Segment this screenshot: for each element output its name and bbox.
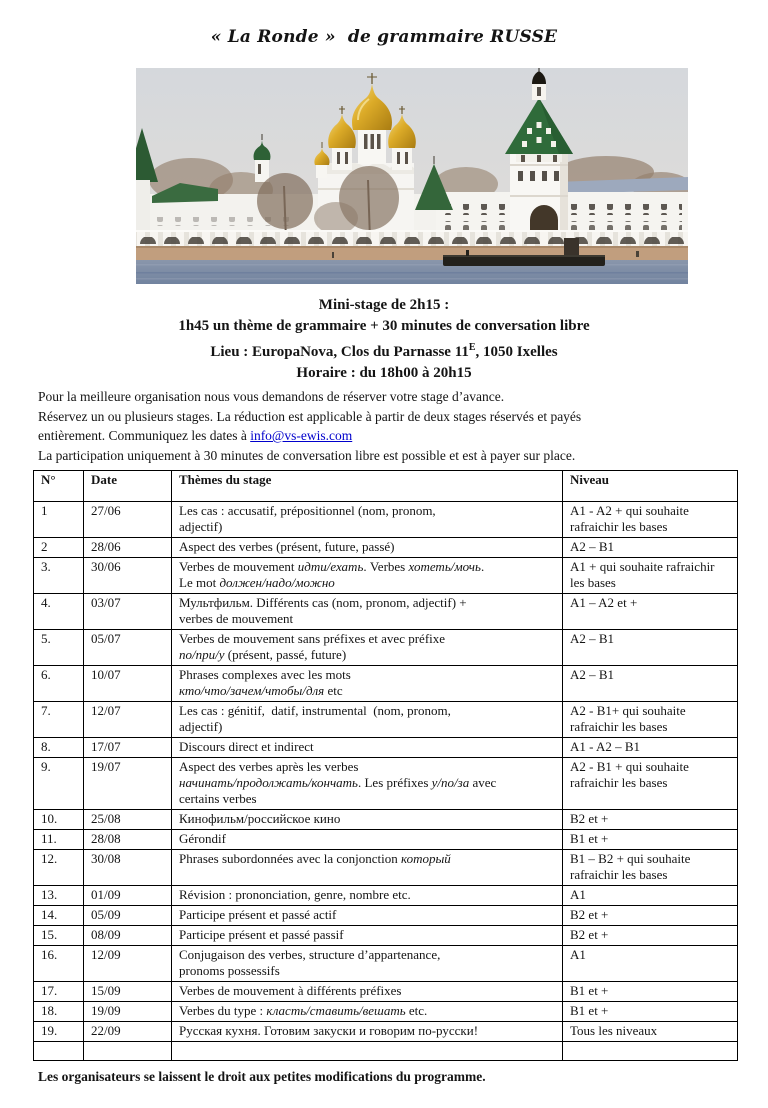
cell-date: 05/09	[84, 906, 172, 926]
cell-niveau: A1	[563, 946, 738, 982]
cell-date: 28/08	[84, 830, 172, 850]
cell-niveau	[563, 1042, 738, 1061]
cell-number: 17.	[34, 982, 84, 1002]
cell-theme: Русская кухня. Готовим закуски и говорим по-русски!	[172, 1022, 563, 1042]
stage-info-block	[0, 295, 768, 384]
info-location-text: Lieu : EuropaNova, Clos du Parnasse 11	[210, 344, 469, 360]
info-schedule: Horaire : du 18h00 à 20h15	[296, 365, 472, 381]
cell-theme: Participe présent et passé actif	[172, 906, 563, 926]
cell-niveau: A1 - A2 + qui souhaite rafraichir les bases	[563, 502, 738, 538]
table-row	[34, 558, 738, 594]
cell-number: 5.	[34, 630, 84, 666]
schedule-table	[33, 470, 738, 1061]
cell-number	[34, 1042, 84, 1061]
cell-number: 10.	[34, 810, 84, 830]
cell-niveau: B2 et +	[563, 810, 738, 830]
cell-number: 9.	[34, 758, 84, 810]
cell-number: 4.	[34, 594, 84, 630]
intro-line-2: Réservez un ou plusieurs stages. La réduction est applicable à partir de deux stages réservés et payés	[38, 408, 582, 424]
cell-date: 08/09	[84, 926, 172, 946]
cell-niveau: A2 - B1 + qui souhaite rafraichir les bases	[563, 758, 738, 810]
cell-number: 15.	[34, 926, 84, 946]
cell-number: 12.	[34, 850, 84, 886]
cell-date: 30/06	[84, 558, 172, 594]
cell-niveau: B1 et +	[563, 982, 738, 1002]
cell-theme: Verbes de mouvement à différents préfixes	[172, 982, 563, 1002]
cell-theme: Phrases complexes avec les mots кто/что/зачем/чтобы/для etc	[172, 666, 563, 702]
table-row	[34, 810, 738, 830]
cell-niveau: A2 – B1	[563, 538, 738, 558]
cell-niveau: B2 et +	[563, 906, 738, 926]
cell-date: 19/09	[84, 1002, 172, 1022]
cell-number: 1	[34, 502, 84, 538]
cell-theme	[172, 1042, 563, 1061]
cell-theme: Кинофильм/российское кино	[172, 810, 563, 830]
cell-number: 16.	[34, 946, 84, 982]
cell-date: 27/06	[84, 502, 172, 538]
cell-date: 12/07	[84, 702, 172, 738]
info-format: 1h45 un thème de grammaire + 30 minutes de conversation libre	[178, 318, 590, 334]
table-row	[34, 702, 738, 738]
info-duration: Mini-stage de 2h15 :	[318, 297, 450, 313]
cell-theme: Conjugaison des verbes, structure d’appartenance, pronoms possessifs	[172, 946, 563, 982]
cell-date: 15/09	[84, 982, 172, 1002]
cell-date: 10/07	[84, 666, 172, 702]
table-row	[34, 538, 738, 558]
table-row	[34, 946, 738, 982]
intro-line-1: Pour la meilleure organisation nous vous demandons de réserver votre stage d’avance.	[38, 389, 505, 404]
cell-number: 7.	[34, 702, 84, 738]
water	[136, 260, 688, 284]
header-date: Date	[84, 471, 172, 502]
cell-niveau: A2 – B1	[563, 630, 738, 666]
monastery-photo-illustration	[136, 68, 688, 284]
cell-date: 17/07	[84, 738, 172, 758]
cell-theme: Révision : prononciation, genre, nombre etc.	[172, 886, 563, 906]
cell-niveau: Tous les niveaux	[563, 1022, 738, 1042]
email-link[interactable]: info@vs-ewis.com	[250, 428, 353, 443]
info-location	[0, 337, 768, 363]
cell-date: 05/07	[84, 630, 172, 666]
monastery-photo	[136, 68, 688, 284]
cell-number: 18.	[34, 1002, 84, 1022]
table-row	[34, 666, 738, 702]
table-header-row	[34, 471, 738, 502]
table-row	[34, 502, 738, 538]
info-location-superscript: E	[468, 342, 476, 353]
cell-date: 25/08	[84, 810, 172, 830]
cell-number: 11.	[34, 830, 84, 850]
header-theme: Thèmes du stage	[172, 471, 563, 502]
cell-theme: Aspect des verbes après les verbes начинать/продолжать/кончать. Les préfixes у/по/за avec certains verbes	[172, 758, 563, 810]
table-row	[34, 906, 738, 926]
cell-date: 19/07	[84, 758, 172, 810]
cell-number: 13.	[34, 886, 84, 906]
cell-niveau: A1	[563, 886, 738, 906]
cell-number: 6.	[34, 666, 84, 702]
cell-date: 03/07	[84, 594, 172, 630]
table-row	[34, 1002, 738, 1022]
cell-theme: Les cas : génitif, datif, instrumental (nom, pronom, adjectif)	[172, 702, 563, 738]
info-location-postal: , 1050 Ixelles	[475, 344, 558, 360]
cell-date	[84, 1042, 172, 1061]
cell-number: 2	[34, 538, 84, 558]
header-niveau: Niveau	[563, 471, 738, 502]
cell-date: 30/08	[84, 850, 172, 886]
cell-niveau: B1 et +	[563, 830, 738, 850]
cell-theme: Participe présent et passé passif	[172, 926, 563, 946]
table-row	[34, 850, 738, 886]
cell-niveau: B2 et +	[563, 926, 738, 946]
cell-number: 14.	[34, 906, 84, 926]
footer-note: Les organisateurs se laissent le droit aux petites modifications du programme.	[38, 1069, 486, 1084]
cell-theme: Мультфильм. Différents cas (nom, pronom, adjectif) + verbes de mouvement	[172, 594, 563, 630]
intro-paragraph	[38, 387, 748, 465]
intro-line-3-text: entièrement. Communiquez les dates à	[38, 428, 251, 443]
cell-date: 22/09	[84, 1022, 172, 1042]
cell-theme: Verbes du type : класть/ставить/вешать etc.	[172, 1002, 563, 1022]
table-row	[34, 982, 738, 1002]
cell-theme: Verbes de mouvement идти/ехать. Verbes хотеть/мочь. Le mot должен/надо/можно	[172, 558, 563, 594]
waterfront	[136, 230, 688, 261]
page-title: « La Ronde » de grammaire RUSSE	[210, 27, 558, 47]
cell-theme: Phrases subordonnées avec la conjonction который	[172, 850, 563, 886]
cell-niveau: A1 – A2 et +	[563, 594, 738, 630]
table-row-empty	[34, 1042, 738, 1061]
cell-niveau: A1 + qui souhaite rafraichir les bases	[563, 558, 738, 594]
table-row	[34, 830, 738, 850]
cell-number: 8.	[34, 738, 84, 758]
intro-line-3	[38, 426, 748, 446]
cell-niveau: A2 – B1	[563, 666, 738, 702]
table-row	[34, 886, 738, 906]
cell-theme: Discours direct et indirect	[172, 738, 563, 758]
cell-niveau: B1 et +	[563, 1002, 738, 1022]
table-row	[34, 738, 738, 758]
cell-theme: Gérondif	[172, 830, 563, 850]
cell-niveau: A1 - A2 – B1	[563, 738, 738, 758]
cell-niveau: A2 - B1+ qui souhaite rafraichir les bases	[563, 702, 738, 738]
table-row	[34, 758, 738, 810]
cell-theme: Aspect des verbes (présent, future, passé)	[172, 538, 563, 558]
cell-theme: Verbes de mouvement sans préfixes et avec préfixe по/при/у (présent, passé, future)	[172, 630, 563, 666]
table-row	[34, 926, 738, 946]
cell-number: 3.	[34, 558, 84, 594]
cell-number: 19.	[34, 1022, 84, 1042]
cell-theme: Les cas : accusatif, prépositionnel (nom, pronom, adjectif)	[172, 502, 563, 538]
cell-date: 12/09	[84, 946, 172, 982]
cell-date: 28/06	[84, 538, 172, 558]
cell-niveau: B1 – B2 + qui souhaite rafraichir les bases	[563, 850, 738, 886]
header-number: N°	[34, 471, 84, 502]
table-row	[34, 594, 738, 630]
cell-date: 01/09	[84, 886, 172, 906]
document-page	[0, 26, 768, 1108]
intro-line-4: La participation uniquement à 30 minutes de conversation libre est possible et est à payer sur place.	[38, 447, 576, 463]
table-row	[34, 1022, 738, 1042]
table-row	[34, 630, 738, 666]
